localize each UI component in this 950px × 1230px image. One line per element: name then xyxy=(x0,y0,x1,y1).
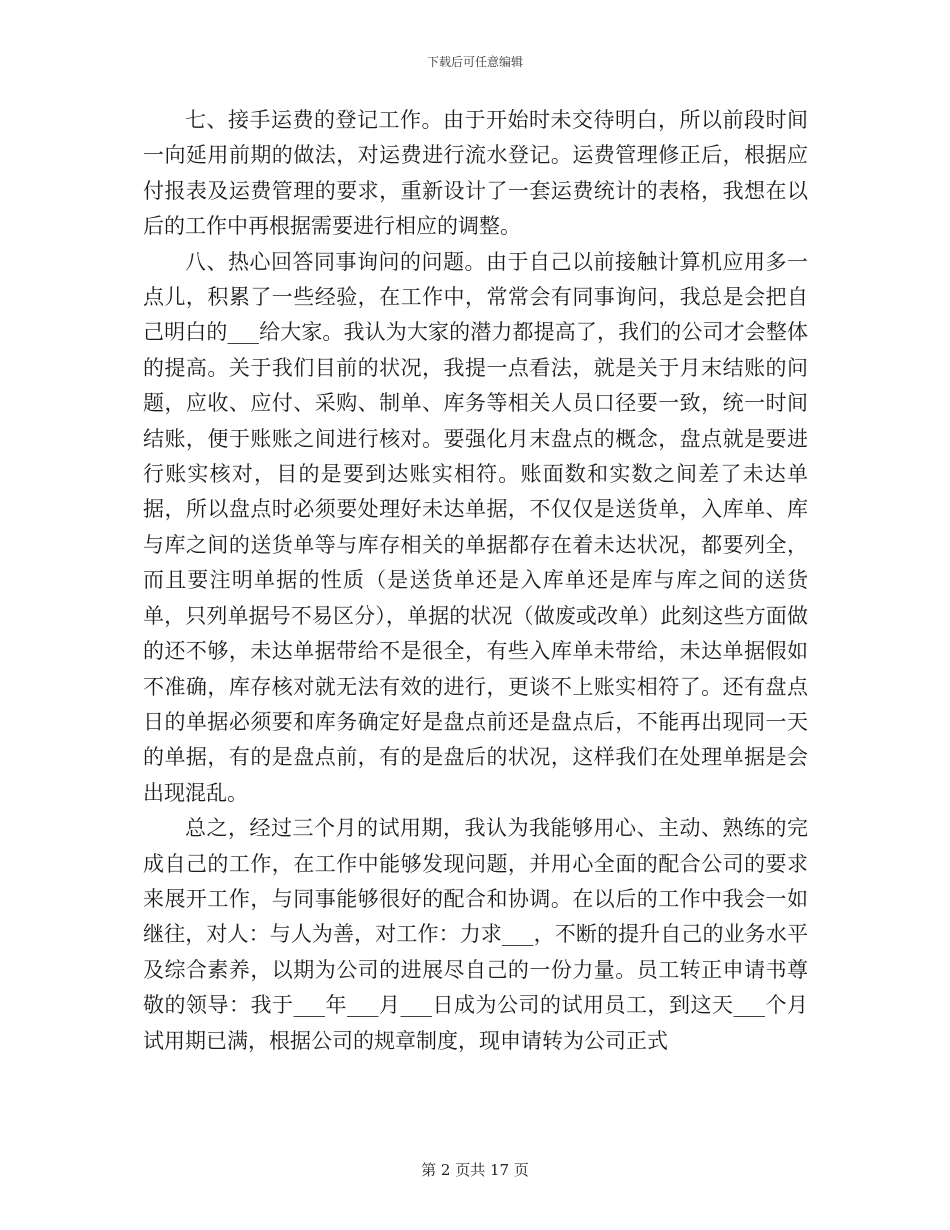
page-number: 第 2 页共 17 页 xyxy=(421,1161,529,1179)
paragraph-freight-registration: 七、接手运费的登记工作。由于开始时未交待明白，所以前段时间一向延用前期的做法，对运费进行流水登记。运费管理修正后，根据应付报表及运费管理的要求，重新设计了一套运费统计的表格，我想在以后的工作中再根据需要进行相应的调整。 xyxy=(143,108,808,239)
paragraph-summary: 总之，经过三个月的试用期，我认为我能够用心、主动、熟练的完成自己的工作，在工作中能够发现问题，并用心全面的配合公司的要求来展开工作，与同事能够很好的配合和协调。在以后的工作中我会一如继往，对人：与人为善，对工作：力求___，不断的提升自己的业务水平及综合素养，以期为公司的进展尽自己的一份力量。员工转正申请书尊敬的领导：我于___年___月___日成为公司的试用员工，到这天___个月试用期已满，根据公司的规章制度，现申请转为公司正式 xyxy=(143,816,808,1053)
document-body xyxy=(143,103,808,1059)
paragraph-answering-questions: 八、热心回答同事询问的问题。由于自己以前接触计算机应用多一点儿，积累了一些经验，在工作中，常常会有同事询问，我总是会把自己明白的___给大家。我认为大家的潜力都提高了，我们的公司才会整体的提高。关于我们目前的状况，我提一点看法，就是关于月末结账的问题，应收、应付、采购、制单、库务等相关人员口径要一致，统一时间结账，便于账账之间进行核对。要强化月末盘点的概念，盘点就是要进行账实核对，目的是要到达账实相符。账面数和实数之间差了未达单据，所以盘点时必须要处理好未达单据，不仅仅是送货单，入库单、库与库之间的送货单等与库存相关的单据都存在着未达状况，都要列全，而且要注明单据的性质（是送货单还是入库单还是库与库之间的送货单，只列单据号不易区分），单据的状况（做废或改单）此刻这些方面做的还不够，未达单据带给不是很全，有些入库单未带给，未达单据假如不准确，库存核对就无法有效的进行，更谈不上账实相符了。还有盘点日的单据必须要和库务确定好是盘点前还是盘点后，不能再出现同一天的单据，有的是盘点前，有的是盘后的状况，这样我们在处理单据是会出现混乱。 xyxy=(143,249,808,805)
page-header: 下载后可任意编辑 xyxy=(426,55,523,69)
